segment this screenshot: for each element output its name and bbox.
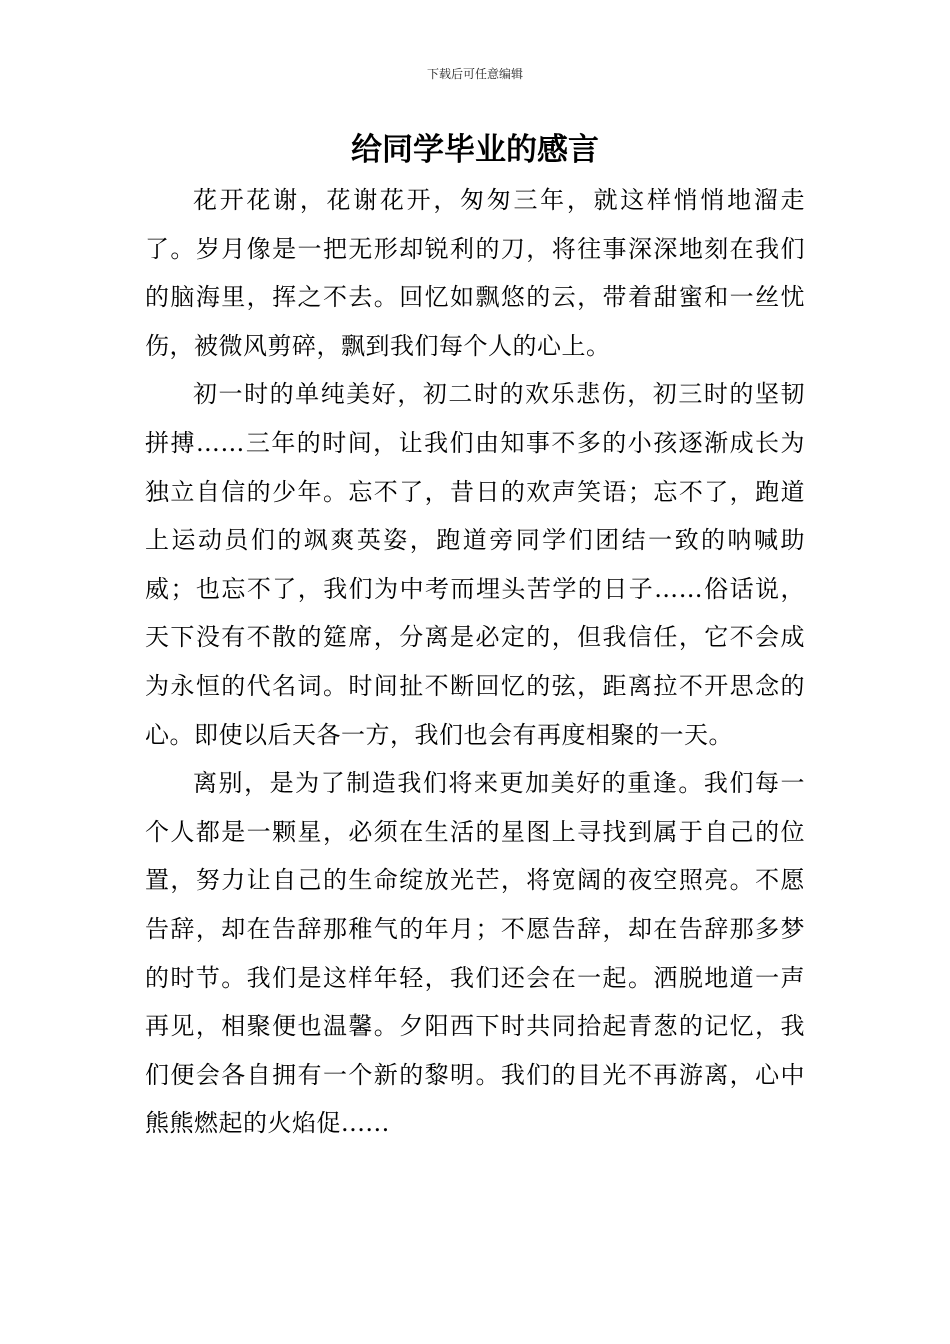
paragraph-2: 初一时的单纯美好，初二时的欢乐悲伤，初三时的坚韧拼搏……三年的时间，让我们由知事不多的小孩逐渐成长为独立自信的少年。忘不了，昔日的欢声笑语；忘不了，跑道上运动员们的飒爽英姿，跑道旁同学们团结一致的呐喊助威；也忘不了，我们为中考而埋头苦学的日子……俗话说，天下没有不散的筵席，分离是必定的，但我信任，它不会成为永恒的代名词。时间扯不断回忆的弦，距离拉不开思念的心。即使以后天各一方，我们也会有再度相聚的一天。	[145, 380, 805, 749]
paragraph-1: 花开花谢，花谢花开，匆匆三年，就这样悄悄地溜走了。岁月像是一把无形却锐利的刀，将往事深深地刻在我们的脑海里，挥之不去。回忆如飘悠的云，带着甜蜜和一丝忧伤，被微风剪碎，飘到我们每个人的心上。	[145, 186, 805, 360]
document-title: 给同学毕业的感言	[351, 132, 599, 168]
paragraph-3: 离别，是为了制造我们将来更加美好的重逢。我们每一个人都是一颗星，必须在生活的星图上寻找到属于自己的位置，努力让自己的生命绽放光芒，将宽阔的夜空照亮。不愿告辞，却在告辞那稚气的年月；不愿告辞，却在告辞那多梦的时节。我们是这样年轻，我们还会在一起。洒脱地道一声再见，相聚便也温馨。夕阳西下时共同拾起青葱的记忆，我们便会各自拥有一个新的黎明。我们的目光不再游离，心中熊熊燃起的火焰促......	[145, 769, 805, 1138]
header-note: 下载后可任意编辑	[426, 67, 523, 81]
document-body	[145, 176, 805, 1148]
